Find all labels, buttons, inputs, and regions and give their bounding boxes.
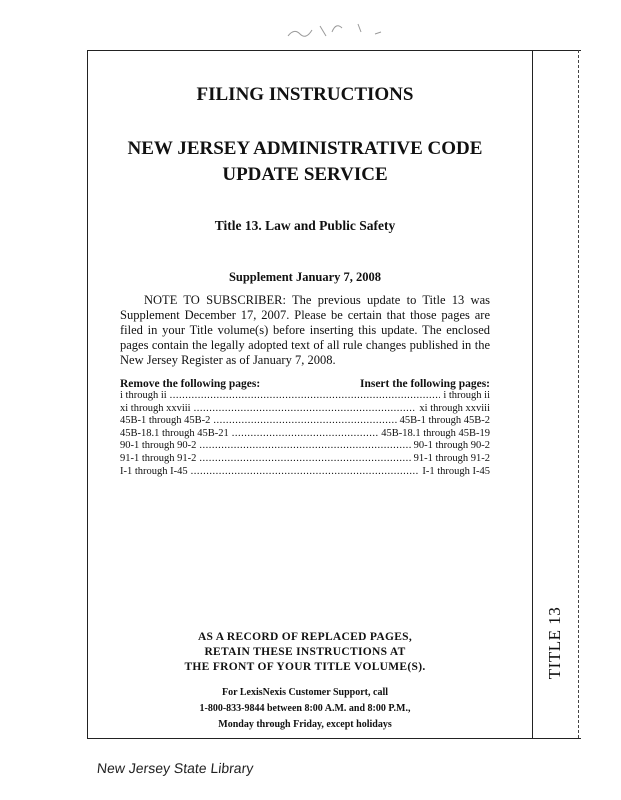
- page-list: [120, 390, 490, 478]
- support-line-1: For LexisNexis Customer Support, call: [221, 687, 388, 699]
- insert-pages: 45B-1 through 45B-2: [399, 415, 490, 427]
- insert-pages: I-1 through I-45: [422, 465, 490, 477]
- support-line-2: 1-800-833-9844 between 8:00 A.M. and 8:00 P.M.,: [199, 703, 411, 715]
- customer-support: [120, 685, 490, 733]
- list-item: [120, 428, 490, 441]
- remove-pages: 90-1 through 90-2: [120, 440, 197, 452]
- remove-pages: 45B-18.1 through 45B-21: [120, 427, 229, 439]
- library-stamp: New Jersey State Library: [96, 760, 255, 776]
- dot-leader: [232, 428, 378, 441]
- record-line-2: RETAIN THESE INSTRUCTIONS AT: [204, 646, 406, 659]
- frame-bottom-border: [87, 738, 581, 739]
- remove-header: Remove the following pages:: [120, 378, 261, 390]
- list-item: [120, 453, 490, 466]
- record-line-3: THE FRONT OF YOUR TITLE VOLUME(S).: [184, 661, 426, 674]
- pen-scribble-mark: [280, 14, 400, 44]
- insert-header: Insert the following pages:: [359, 378, 490, 390]
- list-item: [120, 390, 490, 403]
- code-title-line-1: NEW JERSEY ADMINISTRATIVE CODE: [127, 138, 483, 159]
- list-item: [120, 415, 490, 428]
- insert-pages: 91-1 through 91-2: [413, 452, 490, 464]
- remove-pages: xi through xxviii: [120, 402, 191, 414]
- record-notice: [120, 630, 490, 675]
- insert-pages: 90-1 through 90-2: [413, 440, 490, 452]
- page-list-header: [120, 378, 490, 390]
- frame-right-border: [532, 50, 533, 738]
- remove-pages: 45B-1 through 45B-2: [120, 415, 211, 427]
- dot-leader: [213, 415, 396, 428]
- note-to-subscriber: NOTE TO SUBSCRIBER: The previous update to Title 13 was Supplement December 17, 2007. Please be certain that those pages are filed in your Title volume(s) before inserting this update. The enclosed pages contain the legally adopted text of all rule changes published in the New Jersey Register as of January 7, 2008.: [120, 293, 490, 367]
- title-subject: Title 13. Law and Public Safety: [214, 218, 396, 233]
- insert-pages: xi through xxviii: [419, 402, 490, 414]
- remove-pages: 91-1 through 91-2: [120, 452, 197, 464]
- record-line-1: AS A RECORD OF REPLACED PAGES,: [197, 631, 413, 644]
- title-tab-label: TITLE 13: [545, 606, 565, 680]
- title-tab: [541, 600, 569, 686]
- dot-leader: [194, 403, 417, 416]
- dot-leader: [199, 440, 410, 453]
- tab-cut-line: [578, 50, 579, 738]
- frame-top-border: [87, 50, 581, 51]
- instructions-body: [120, 84, 490, 733]
- code-title-line-2: UPDATE SERVICE: [222, 164, 388, 185]
- list-item: [120, 440, 490, 453]
- insert-pages: i through ii: [443, 390, 490, 401]
- remove-pages: I-1 through I-45: [120, 465, 188, 477]
- page-heading: FILING INSTRUCTIONS: [196, 84, 414, 105]
- support-line-3: Monday through Friday, except holidays: [218, 719, 392, 731]
- insert-pages: 45B-18.1 through 45B-19: [381, 427, 490, 439]
- dot-leader: [191, 466, 420, 479]
- dot-leader: [199, 453, 410, 466]
- remove-pages: i through ii: [120, 390, 167, 401]
- list-item: [120, 403, 490, 416]
- dot-leader: [170, 390, 441, 403]
- frame-left-border: [87, 50, 88, 738]
- supplement-date: Supplement January 7, 2008: [228, 270, 382, 284]
- list-item: [120, 466, 490, 479]
